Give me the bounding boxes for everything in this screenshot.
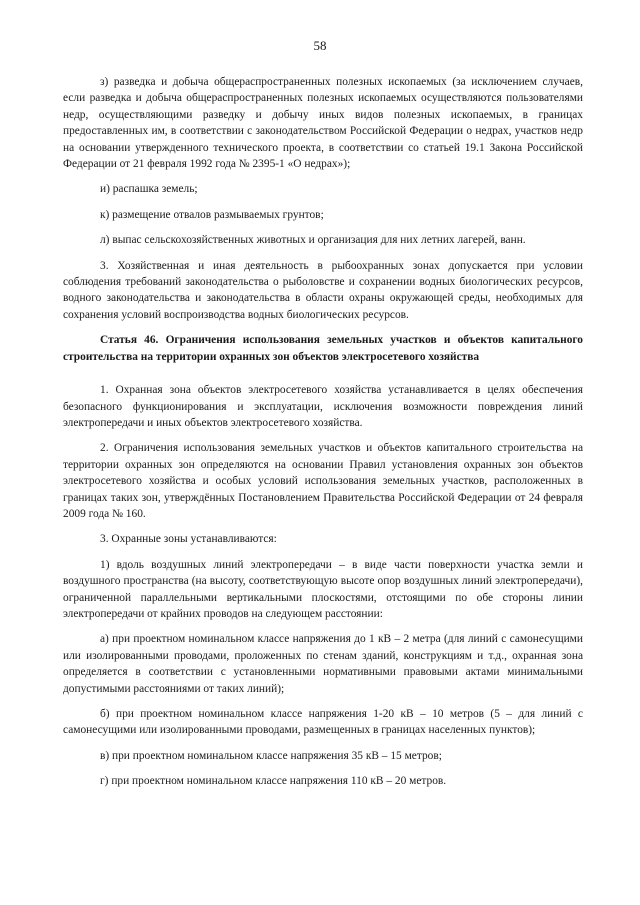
paragraph-z-mineral-extraction: з) разведка и добыча общераспространенных полезных ископаемых (за исключением случаев, если разведка и добыча общераспространенных полезных ископаемых осуществляются пользователями недр, осуществляющими разведку и добычу иных видов полезных ископаемых, в границах предоставленных им, в соответствии с законодательством Российской Федерации о недрах, участков недр на основании утвержденного технического проекта, в соответствии со статьей 19.1 Закона Российской Федерации от 21 февраля 1992 года № 2395-1 «О недрах»); [63, 76, 583, 171]
paragraph-v-35kv: в) при проектном номинальном классе напряжения 35 кВ – 15 метров; [100, 749, 442, 762]
paragraph-3-zones-established: 3. Охранные зоны устанавливаются: [100, 533, 277, 546]
paragraph-g-110kv: г) при проектном номинальном классе напряжения 110 кВ – 20 метров. [100, 775, 447, 788]
document-body [63, 74, 583, 799]
paragraph-1-overhead-lines: 1) вдоль воздушных линий электропередачи – в виде части поверхности участка земли и воздушного пространства (на высоту, соответствующую высоте опор воздушных линий электропередачи), ограниченной параллельными вертикальными плоскостями, отстоящими по обе стороны линии электропередачи от крайних проводов на следующем расстоянии: [63, 558, 583, 620]
paragraph-b-1-20kv: б) при проектном номинальном классе напряжения 1-20 кВ – 10 метров (5 – для линий с самонесущими или изолированными проводами, размещенных в границах населенных пунктов); [63, 708, 583, 737]
paragraph-a-up-to-1kv: а) при проектном номинальном классе напряжения до 1 кВ – 2 метра (для линий с самонесущими или изолированными проводами, проложенных по стенам зданий, конструкциям и т.д., охранная зона определяется в соответствии с установленными нормативными правовыми актами минимальными допустимыми расстояниями от таких линий); [63, 633, 583, 695]
paragraph-3-fishery-activity: 3. Хозяйственная и иная деятельность в рыбоохранных зонах допускается при условии соблюдения требований законодательства о рыболовстве и сохранении водных биологических ресурсов, водного законодательства и законодательства в области охраны окружающей среды, необходимых для сохранения условий воспроизводства водных биологических ресурсов. [63, 259, 583, 321]
page-number: 58 [313, 38, 327, 53]
paragraph-l-grazing: л) выпас сельскохозяйственных животных и организация для них летних лагерей, ванн. [100, 234, 526, 247]
paragraph-1-protection-zone-purpose: 1. Охранная зона объектов электросетевого хозяйства устанавливается в целях обеспечения безопасного функционирования и эксплуатации, исключения возможности повреждения линий электропередачи и иных объектов электросетевого хозяйства. [63, 384, 583, 429]
paragraph-i-plowing: и) распашка земель; [100, 183, 198, 196]
paragraph-k-dumps: к) размещение отвалов размываемых грунтов; [100, 208, 324, 221]
article-46-heading: Статья 46. Ограничения использования земельных участков и объектов капитального строительства на территории охранных зон объектов электросетевого хозяйства [63, 334, 583, 363]
paragraph-2-restrictions: 2. Ограничения использования земельных участков и объектов капитального строительства на территории охранных зон определяются на основании Правил установления охранных зон объектов электросетевого хозяйства и особых условий использования земельных участков, расположенных в границах таких зон, утверждённых Постановлением Правительства Российской Федерации от 24 февраля 2009 года № 160. [63, 442, 583, 520]
